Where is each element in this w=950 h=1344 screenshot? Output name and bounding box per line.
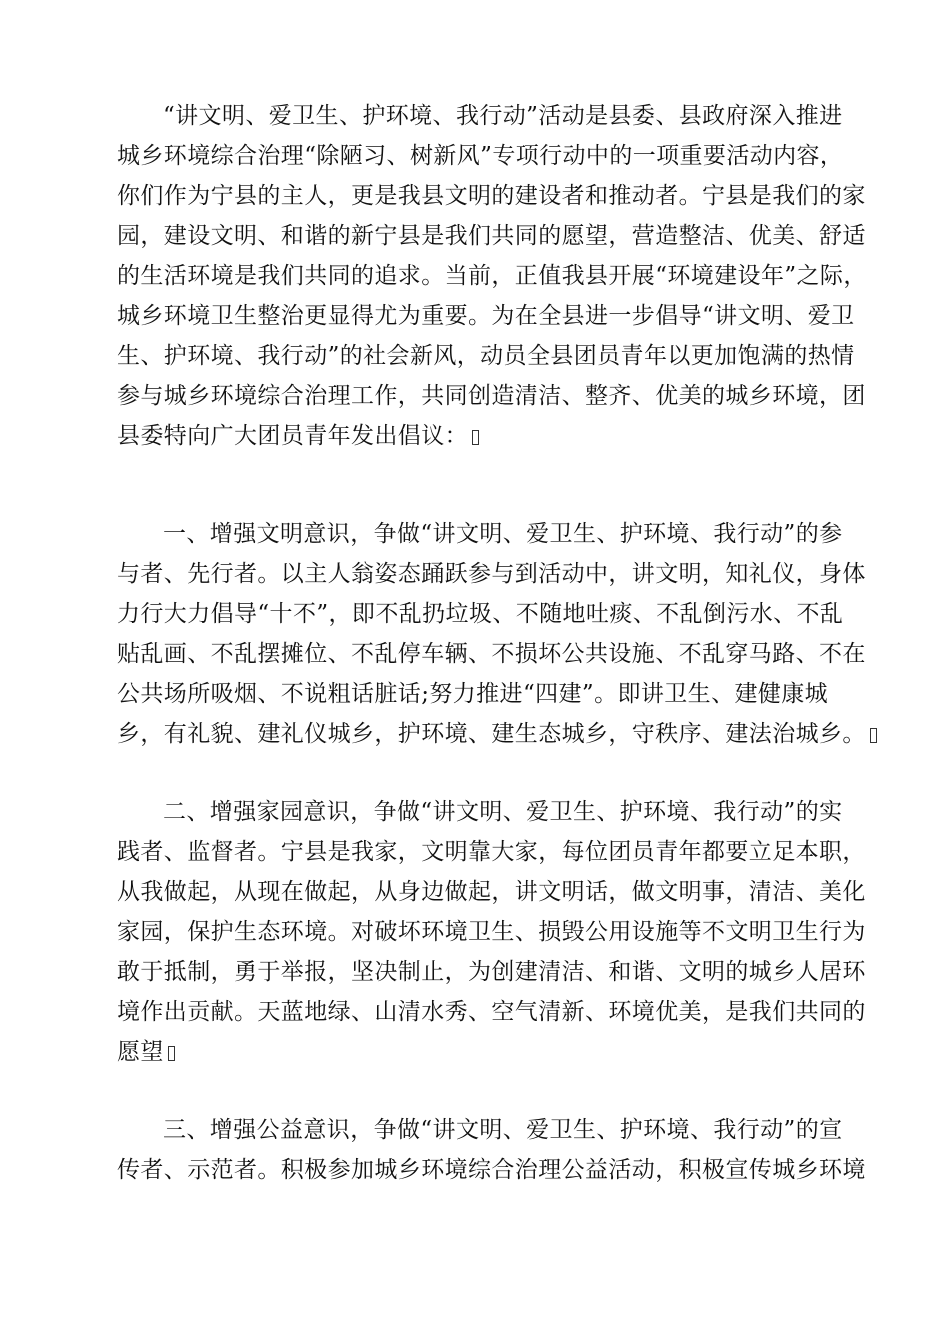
text-line: 传者、示范者。积极参加城乡环境综合治理公益活动，积极宣传城乡环境 [117, 1157, 866, 1183]
text-line: 的生活环境是我们共同的追求。当前，正值我县开展“环境建设年”之际， [117, 263, 867, 289]
paragraph-one [117, 514, 866, 754]
text-line: 三、增强公益意识，争做“讲文明、爱卫生、护环境、我行动”的宣 [163, 1117, 843, 1143]
text-line: 愿望 [117, 1039, 164, 1065]
text-line: “讲文明、爱卫生、护环境、我行动”活动是县委、县政府深入推进 [163, 103, 843, 129]
text-line: 敢于抵制，勇于举报，坚决制止，为创建清洁、和谐、文明的城乡人居环 [117, 959, 866, 985]
text-line: 公共场所吸烟、不说粗话脏话;努力推进“四建”。即讲卫生、建健康城 [117, 681, 829, 707]
text-line: 参与城乡环境综合治理工作，共同创造清洁、整齐、优美的城乡环境，团 [117, 383, 866, 409]
text-line: 你们作为宁县的主人，更是我县文明的建设者和推动者。宁县是我们的家 [117, 183, 866, 209]
paragraph-three [117, 1110, 866, 1190]
text-line: 二、增强家园意识，争做“讲文明、爱卫生、护环境、我行动”的实 [163, 799, 843, 825]
paragraph-mark-icon [870, 728, 877, 743]
text-line: 家园，保护生态环境。对破坏环境卫生、损毁公用设施等不文明卫生行为 [117, 919, 866, 945]
text-line-last [117, 416, 837, 456]
text-line: 城乡环境卫生整治更显得尤为重要。为在全县进一步倡导“讲文明、爱卫 [117, 303, 855, 329]
text-line: 园，建设文明、和谐的新宁县是我们共同的愿望，营造整洁、优美、舒适 [117, 223, 866, 249]
text-line: 境作出贡献。天蓝地绿、山清水秀、空气清新、环境优美，是我们共同的 [117, 999, 866, 1025]
text-line-last [117, 714, 866, 754]
paragraph-intro [117, 96, 867, 456]
text-line: 力行大力倡导“十不”，即不乱扔垃圾、不随地吐痰、不乱倒污水、不乱 [117, 601, 844, 627]
text-line: 城乡环境综合治理“除陋习、树新风”专项行动中的一项重要活动内容， [117, 143, 844, 169]
text-line: 一、增强文明意识，争做“讲文明、爱卫生、护环境、我行动”的参 [163, 521, 843, 547]
text-line: 县委特向广大团员青年发出倡议： [117, 423, 468, 449]
text-line: 贴乱画、不乱摆摊位、不乱停车辆、不损坏公共设施、不乱穿马路、不在 [117, 641, 866, 667]
paragraph-mark-icon [168, 1046, 175, 1061]
paragraph-two [117, 792, 866, 1072]
text-line: 践者、监督者。宁县是我家，文明靠大家，每位团员青年都要立足本职， [117, 839, 866, 865]
text-line: 生、护环境、我行动”的社会新风，动员全县团员青年以更加饱满的热情 [117, 343, 855, 369]
paragraph-mark-icon [472, 430, 479, 445]
text-line: 与者、先行者。以主人翁姿态踊跃参与到活动中，讲文明，知礼仪，身体 [117, 561, 866, 587]
text-line-last [117, 1032, 837, 1072]
text-line: 从我做起，从现在做起，从身边做起，讲文明话，做文明事，清洁、美化 [117, 879, 866, 905]
text-line: 乡，有礼貌、建礼仪城乡，护环境、建生态城乡，守秩序、建法治城乡。 [117, 721, 866, 747]
